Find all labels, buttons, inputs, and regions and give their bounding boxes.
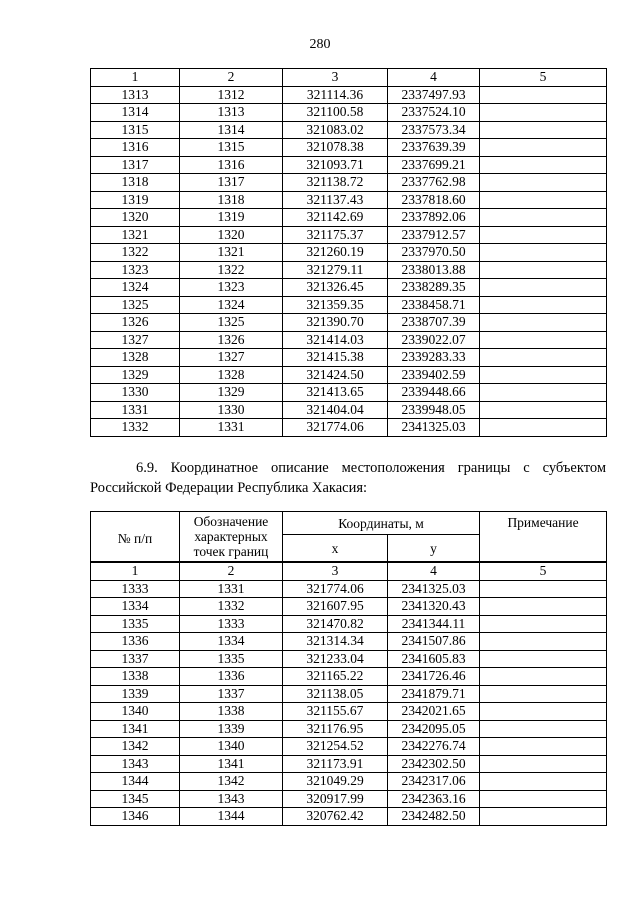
table-cell: 1318 bbox=[91, 174, 180, 192]
table-cell: 1329 bbox=[91, 366, 180, 384]
table-cell bbox=[480, 331, 607, 349]
table-cell: 1315 bbox=[180, 139, 283, 157]
table-cell: 2337912.57 bbox=[388, 226, 480, 244]
table-cell bbox=[480, 598, 607, 616]
table-cell bbox=[480, 349, 607, 367]
table-row bbox=[91, 121, 607, 139]
table-cell: 3 bbox=[283, 562, 388, 580]
table-cell: 1317 bbox=[180, 174, 283, 192]
table-row bbox=[91, 633, 607, 651]
table-cell: 1333 bbox=[91, 580, 180, 598]
table-cell: 1312 bbox=[180, 86, 283, 104]
table-cell: 320917.99 bbox=[283, 790, 388, 808]
table-cell: 1316 bbox=[180, 156, 283, 174]
table-cell bbox=[480, 139, 607, 157]
table-cell: 1321 bbox=[91, 226, 180, 244]
table-cell bbox=[480, 773, 607, 791]
table-cell: 2337970.50 bbox=[388, 244, 480, 262]
table-cell: 1320 bbox=[91, 209, 180, 227]
table-cell: 1321 bbox=[180, 244, 283, 262]
table-row bbox=[91, 209, 607, 227]
table-cell: 2337762.98 bbox=[388, 174, 480, 192]
table-cell: 1332 bbox=[91, 419, 180, 437]
table-cell: 2341344.11 bbox=[388, 615, 480, 633]
table-cell bbox=[480, 279, 607, 297]
coordinates-table-1-body bbox=[91, 69, 607, 437]
table-cell: 321314.34 bbox=[283, 633, 388, 651]
table-cell: 2337639.39 bbox=[388, 139, 480, 157]
table-cell bbox=[480, 366, 607, 384]
table-cell: 321326.45 bbox=[283, 279, 388, 297]
table-cell: 1338 bbox=[180, 703, 283, 721]
section-heading bbox=[90, 458, 606, 498]
table-cell: 2338289.35 bbox=[388, 279, 480, 297]
header-designation bbox=[180, 512, 283, 563]
table-cell bbox=[480, 121, 607, 139]
table-cell: 2337699.21 bbox=[388, 156, 480, 174]
table-cell: 1326 bbox=[180, 331, 283, 349]
table-cell: 1331 bbox=[180, 580, 283, 598]
table-cell: 1326 bbox=[91, 314, 180, 332]
table-cell: 2339402.59 bbox=[388, 366, 480, 384]
table-cell: 2341325.03 bbox=[388, 580, 480, 598]
table-row bbox=[91, 191, 607, 209]
table-cell: 2341320.43 bbox=[388, 598, 480, 616]
table-cell: 321165.22 bbox=[283, 668, 388, 686]
table-cell: 2342317.06 bbox=[388, 773, 480, 791]
table-cell bbox=[480, 650, 607, 668]
table-cell: 2342363.16 bbox=[388, 790, 480, 808]
table-cell bbox=[480, 790, 607, 808]
table-cell bbox=[480, 738, 607, 756]
header-num-label: № п/п bbox=[117, 530, 153, 546]
table-cell: 1340 bbox=[180, 738, 283, 756]
table-cell: 2338013.88 bbox=[388, 261, 480, 279]
table-row bbox=[91, 401, 607, 419]
table-cell: 1345 bbox=[91, 790, 180, 808]
table-cell: 1315 bbox=[91, 121, 180, 139]
table-cell bbox=[480, 156, 607, 174]
coordinates-table-2 bbox=[90, 511, 607, 826]
header-designation-label: Обозначение характерных точек границ bbox=[193, 514, 269, 559]
table-cell: 321774.06 bbox=[283, 580, 388, 598]
table-cell: 321260.19 bbox=[283, 244, 388, 262]
table-cell: 1 bbox=[91, 69, 180, 87]
table-cell bbox=[480, 104, 607, 122]
header-num bbox=[91, 512, 180, 563]
table-cell: 321142.69 bbox=[283, 209, 388, 227]
table-cell: 1336 bbox=[180, 668, 283, 686]
table-cell: 321078.38 bbox=[283, 139, 388, 157]
table-row bbox=[91, 314, 607, 332]
table-cell: 2342276.74 bbox=[388, 738, 480, 756]
table-cell bbox=[480, 314, 607, 332]
table-cell: 2339948.05 bbox=[388, 401, 480, 419]
table-cell: 321470.82 bbox=[283, 615, 388, 633]
table-cell: 2337573.34 bbox=[388, 121, 480, 139]
table-cell: 321049.29 bbox=[283, 773, 388, 791]
table-cell: 1330 bbox=[180, 401, 283, 419]
table-row bbox=[91, 279, 607, 297]
table-cell: 321176.95 bbox=[283, 720, 388, 738]
table-row bbox=[91, 598, 607, 616]
table-cell: 2339283.33 bbox=[388, 349, 480, 367]
table-cell: 321607.95 bbox=[283, 598, 388, 616]
table-row bbox=[91, 703, 607, 721]
table-cell: 321413.65 bbox=[283, 384, 388, 402]
table-cell bbox=[480, 209, 607, 227]
table-cell: 1329 bbox=[180, 384, 283, 402]
table-cell bbox=[480, 401, 607, 419]
table-cell: 2342482.50 bbox=[388, 808, 480, 826]
table-cell: 1327 bbox=[180, 349, 283, 367]
table-cell: 2337524.10 bbox=[388, 104, 480, 122]
table-cell bbox=[480, 703, 607, 721]
table-cell bbox=[480, 296, 607, 314]
column-number-row bbox=[91, 562, 607, 580]
table-cell: 2342302.50 bbox=[388, 755, 480, 773]
table-row bbox=[91, 773, 607, 791]
table-row bbox=[91, 366, 607, 384]
table-cell bbox=[480, 755, 607, 773]
table-cell: 1322 bbox=[91, 244, 180, 262]
table-cell: 2339448.66 bbox=[388, 384, 480, 402]
table-cell: 1320 bbox=[180, 226, 283, 244]
table-cell: 3 bbox=[283, 69, 388, 87]
table-cell: 1324 bbox=[91, 279, 180, 297]
table-cell: 1323 bbox=[91, 261, 180, 279]
table-cell: 1342 bbox=[180, 773, 283, 791]
table-cell: 321414.03 bbox=[283, 331, 388, 349]
table-cell: 1319 bbox=[91, 191, 180, 209]
table-cell bbox=[480, 580, 607, 598]
table-cell bbox=[480, 261, 607, 279]
table-cell: 1313 bbox=[91, 86, 180, 104]
table-cell: 321083.02 bbox=[283, 121, 388, 139]
page-number: 280 bbox=[309, 37, 331, 52]
table-cell: 1333 bbox=[180, 615, 283, 633]
table-cell: 1334 bbox=[180, 633, 283, 651]
table-cell: 2337892.06 bbox=[388, 209, 480, 227]
table-cell: 2341879.71 bbox=[388, 685, 480, 703]
table-row bbox=[91, 738, 607, 756]
table-cell: 321100.58 bbox=[283, 104, 388, 122]
table-cell: 1343 bbox=[91, 755, 180, 773]
table-cell: 1341 bbox=[91, 720, 180, 738]
table-cell bbox=[480, 419, 607, 437]
table-cell: 321359.35 bbox=[283, 296, 388, 314]
header-coords: Координаты, м bbox=[283, 512, 480, 535]
table-row bbox=[91, 139, 607, 157]
table-cell: 5 bbox=[480, 69, 607, 87]
table-cell: 320762.42 bbox=[283, 808, 388, 826]
table-cell: 321114.36 bbox=[283, 86, 388, 104]
table-cell: 1343 bbox=[180, 790, 283, 808]
table-cell: 321254.52 bbox=[283, 738, 388, 756]
table-cell: 1340 bbox=[91, 703, 180, 721]
table-cell: 321175.37 bbox=[283, 226, 388, 244]
table-cell: 1337 bbox=[91, 650, 180, 668]
table-header-row bbox=[91, 512, 607, 535]
table-cell: 321155.67 bbox=[283, 703, 388, 721]
table-cell bbox=[480, 191, 607, 209]
table-cell: 1327 bbox=[91, 331, 180, 349]
column-number-row bbox=[91, 69, 607, 87]
table-cell: 1316 bbox=[91, 139, 180, 157]
table-row bbox=[91, 790, 607, 808]
table-cell: 321390.70 bbox=[283, 314, 388, 332]
table-cell: 321137.43 bbox=[283, 191, 388, 209]
table-cell bbox=[480, 174, 607, 192]
table-cell: 4 bbox=[388, 562, 480, 580]
table-cell: 1341 bbox=[180, 755, 283, 773]
table-cell: 4 bbox=[388, 69, 480, 87]
table-row bbox=[91, 384, 607, 402]
coordinates-table-2-body bbox=[91, 562, 607, 825]
table-cell: 1330 bbox=[91, 384, 180, 402]
table-cell: 321093.71 bbox=[283, 156, 388, 174]
table-cell: 1331 bbox=[91, 401, 180, 419]
table-row bbox=[91, 104, 607, 122]
table-cell bbox=[480, 633, 607, 651]
table-cell: 321774.06 bbox=[283, 419, 388, 437]
table-cell: 1325 bbox=[91, 296, 180, 314]
table-cell: 2337818.60 bbox=[388, 191, 480, 209]
table-cell: 1344 bbox=[180, 808, 283, 826]
table-cell: 5 bbox=[480, 562, 607, 580]
table-cell: 1322 bbox=[180, 261, 283, 279]
table-cell: 1346 bbox=[91, 808, 180, 826]
table-cell: 1319 bbox=[180, 209, 283, 227]
table-row bbox=[91, 615, 607, 633]
table-row bbox=[91, 86, 607, 104]
table-cell: 321415.38 bbox=[283, 349, 388, 367]
table-cell: 321279.11 bbox=[283, 261, 388, 279]
table-cell: 1324 bbox=[180, 296, 283, 314]
table-cell bbox=[480, 615, 607, 633]
table-cell bbox=[480, 668, 607, 686]
table-cell: 1342 bbox=[91, 738, 180, 756]
table-cell: 2338458.71 bbox=[388, 296, 480, 314]
table-cell: 2341507.86 bbox=[388, 633, 480, 651]
table-row bbox=[91, 668, 607, 686]
table-cell: 2341726.46 bbox=[388, 668, 480, 686]
table-cell: 2339022.07 bbox=[388, 331, 480, 349]
section-heading-line-1: 6.9. Координатное описание местоположения границы с субъектом bbox=[136, 460, 606, 476]
header-x: x bbox=[283, 535, 388, 563]
table-row bbox=[91, 331, 607, 349]
table-cell bbox=[480, 226, 607, 244]
table-cell: 321173.91 bbox=[283, 755, 388, 773]
table-cell: 1337 bbox=[180, 685, 283, 703]
header-y: y bbox=[388, 535, 480, 563]
table-row bbox=[91, 755, 607, 773]
table-row bbox=[91, 174, 607, 192]
table-cell: 321424.50 bbox=[283, 366, 388, 384]
table-row bbox=[91, 349, 607, 367]
table-cell: 2342095.05 bbox=[388, 720, 480, 738]
header-note: Примечание bbox=[480, 512, 607, 563]
table-cell: 1313 bbox=[180, 104, 283, 122]
table-cell: 2 bbox=[180, 69, 283, 87]
table-cell: 1335 bbox=[180, 650, 283, 668]
table-cell bbox=[480, 384, 607, 402]
table-cell: 321138.05 bbox=[283, 685, 388, 703]
table-row bbox=[91, 720, 607, 738]
table-cell: 1314 bbox=[180, 121, 283, 139]
table-cell: 1339 bbox=[91, 685, 180, 703]
table-cell: 2342021.65 bbox=[388, 703, 480, 721]
table-row bbox=[91, 244, 607, 262]
table-row bbox=[91, 226, 607, 244]
table-cell: 1318 bbox=[180, 191, 283, 209]
table-cell: 321404.04 bbox=[283, 401, 388, 419]
table-cell: 2341325.03 bbox=[388, 419, 480, 437]
table-row bbox=[91, 808, 607, 826]
table-cell: 1 bbox=[91, 562, 180, 580]
table-row bbox=[91, 650, 607, 668]
table-cell: 321233.04 bbox=[283, 650, 388, 668]
table-cell: 1317 bbox=[91, 156, 180, 174]
table-cell: 1332 bbox=[180, 598, 283, 616]
table-row bbox=[91, 580, 607, 598]
table-cell: 2338707.39 bbox=[388, 314, 480, 332]
table-cell: 1344 bbox=[91, 773, 180, 791]
table-cell: 1323 bbox=[180, 279, 283, 297]
table-cell: 2341605.83 bbox=[388, 650, 480, 668]
table-cell: 1314 bbox=[91, 104, 180, 122]
table-cell bbox=[480, 685, 607, 703]
table-cell: 321138.72 bbox=[283, 174, 388, 192]
table-row bbox=[91, 685, 607, 703]
table-cell: 1338 bbox=[91, 668, 180, 686]
table-cell: 1336 bbox=[91, 633, 180, 651]
table-cell bbox=[480, 808, 607, 826]
table-cell: 1334 bbox=[91, 598, 180, 616]
table-row bbox=[91, 156, 607, 174]
coordinates-table-1 bbox=[90, 68, 607, 437]
table-cell: 1328 bbox=[91, 349, 180, 367]
table-cell bbox=[480, 244, 607, 262]
table-row bbox=[91, 419, 607, 437]
table-cell: 1328 bbox=[180, 366, 283, 384]
table-cell: 1325 bbox=[180, 314, 283, 332]
table-cell: 1335 bbox=[91, 615, 180, 633]
table-cell: 1339 bbox=[180, 720, 283, 738]
table-cell: 2 bbox=[180, 562, 283, 580]
table-cell bbox=[480, 86, 607, 104]
table-row bbox=[91, 296, 607, 314]
table-cell: 2337497.93 bbox=[388, 86, 480, 104]
section-heading-line-2: Российской Федерации Республика Хакасия: bbox=[90, 480, 368, 496]
table-row bbox=[91, 261, 607, 279]
table-cell: 1331 bbox=[180, 419, 283, 437]
table-cell bbox=[480, 720, 607, 738]
